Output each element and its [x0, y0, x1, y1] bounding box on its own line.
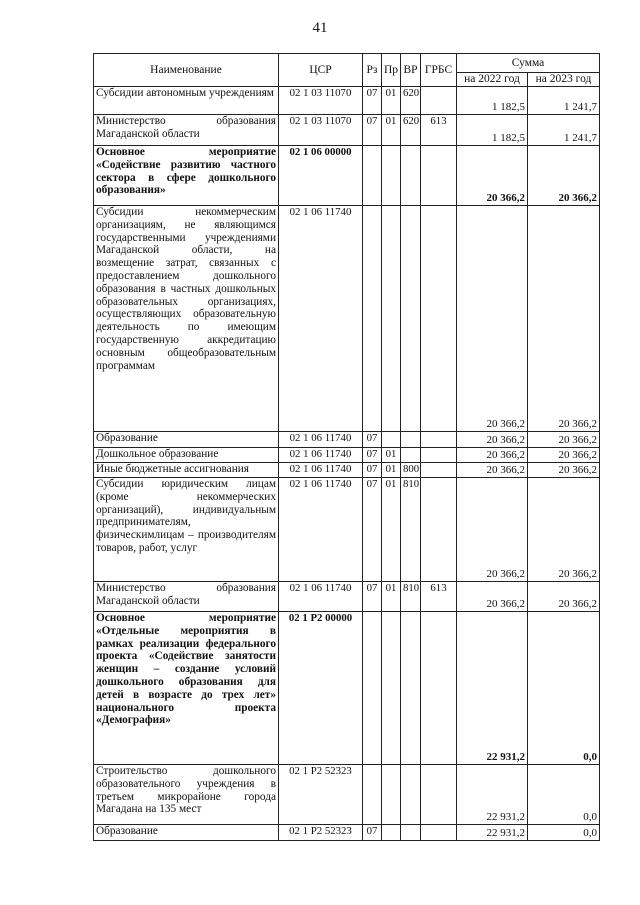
row-grbs [421, 87, 457, 115]
row-csr: 02 1 03 11070 [279, 87, 363, 115]
budget-table [93, 53, 600, 841]
row-vr: 810 [401, 582, 421, 612]
row-csr: 02 1 03 11070 [279, 115, 363, 146]
row-rz: 07 [363, 432, 382, 448]
row-pr [382, 825, 401, 841]
row-vr [401, 206, 421, 432]
row-value-2022: 22 931,2 [457, 765, 528, 825]
row-value-2022: 20 366,2 [457, 432, 528, 448]
row-vr [401, 765, 421, 825]
row-value-2023: 0,0 [528, 765, 600, 825]
table-row [94, 478, 600, 582]
row-rz: 07 [363, 582, 382, 612]
row-rz: 07 [363, 825, 382, 841]
page-number: 41 [312, 20, 328, 36]
row-value-2023: 0,0 [528, 825, 600, 841]
row-value-2023: 20 366,2 [528, 432, 600, 448]
row-pr [382, 206, 401, 432]
row-value-2022: 22 931,2 [457, 612, 528, 765]
row-name: Основное мероприятие «Отдельные мероприятия в рамках реализации федерального проекта «Содействие занятости женщин – создание условий дошкольного образования для детей в возрасте до трех лет» национального проекта «Демография» [94, 612, 279, 765]
col-header-2023: на 2023 год [528, 73, 600, 87]
row-rz: 07 [363, 115, 382, 146]
row-value-2022: 1 182,5 [457, 115, 528, 146]
col-header-sum: Сумма [457, 54, 600, 73]
row-vr [401, 448, 421, 463]
row-grbs [421, 478, 457, 582]
header-row [94, 54, 600, 73]
col-header-vr: ВР [401, 54, 421, 87]
row-grbs: 613 [421, 115, 457, 146]
row-pr: 01 [382, 478, 401, 582]
col-header-pr: Пр [382, 54, 401, 87]
row-value-2022: 20 366,2 [457, 582, 528, 612]
row-vr: 810 [401, 478, 421, 582]
table-row [94, 115, 600, 146]
row-rz [363, 206, 382, 432]
table-row [94, 463, 600, 478]
row-name: Субсидии некоммерческим организациям, не являющимся государственными учреждениями Магаданской области, на возмещение затрат, связанных с предоставлением дошкольного образования в частных дошкольных образовательных организациях, осуществляющих образовательную деятельность по имеющим государственную аккредитацию основным общеобразовательным программам [94, 206, 279, 432]
row-grbs [421, 432, 457, 448]
row-value-2023: 20 366,2 [528, 463, 600, 478]
table-row [94, 146, 600, 206]
row-pr: 01 [382, 115, 401, 146]
row-pr: 01 [382, 463, 401, 478]
row-value-2023: 20 366,2 [528, 206, 600, 432]
row-rz [363, 765, 382, 825]
row-value-2023: 1 241,7 [528, 87, 600, 115]
col-header-csr: ЦСР [279, 54, 363, 87]
row-rz: 07 [363, 87, 382, 115]
row-csr: 02 1 06 11740 [279, 206, 363, 432]
row-name: Субсидии юридическим лицам (кроме некоммерческих организаций), индивидуальным предпринимателям, физическимлицам – производителям товаров, работ, услуг [94, 478, 279, 582]
row-pr [382, 612, 401, 765]
row-rz: 07 [363, 463, 382, 478]
row-value-2022: 22 931,2 [457, 825, 528, 841]
row-pr: 01 [382, 582, 401, 612]
row-rz: 07 [363, 478, 382, 582]
row-pr [382, 146, 401, 206]
row-name: Иные бюджетные ассигнования [94, 463, 279, 478]
row-value-2023: 1 241,7 [528, 115, 600, 146]
table-row [94, 825, 600, 841]
row-value-2022: 20 366,2 [457, 146, 528, 206]
row-name: Дошкольное образование [94, 448, 279, 463]
row-name: Образование [94, 825, 279, 841]
row-grbs [421, 463, 457, 478]
row-pr: 01 [382, 87, 401, 115]
row-csr: 02 1 P2 52323 [279, 825, 363, 841]
row-vr [401, 825, 421, 841]
table-row [94, 765, 600, 825]
row-rz: 07 [363, 448, 382, 463]
col-header-2022: на 2022 год [457, 73, 528, 87]
row-rz [363, 146, 382, 206]
table-row [94, 87, 600, 115]
row-value-2022: 20 366,2 [457, 448, 528, 463]
row-value-2022: 20 366,2 [457, 478, 528, 582]
row-vr [401, 146, 421, 206]
row-value-2023: 20 366,2 [528, 582, 600, 612]
row-grbs: 613 [421, 582, 457, 612]
col-header-rz: Рз [363, 54, 382, 87]
row-pr [382, 432, 401, 448]
row-csr: 02 1 P2 00000 [279, 612, 363, 765]
row-value-2022: 1 182,5 [457, 87, 528, 115]
table-row [94, 432, 600, 448]
row-vr [401, 432, 421, 448]
row-rz [363, 612, 382, 765]
row-grbs [421, 825, 457, 841]
row-name: Министерство образования Магаданской области [94, 582, 279, 612]
row-name: Субсидии автономным учреждениям [94, 87, 279, 115]
row-csr: 02 1 06 11740 [279, 432, 363, 448]
row-csr: 02 1 06 00000 [279, 146, 363, 206]
table-row [94, 612, 600, 765]
row-name: Строительство дошкольного образовательного учреждения в третьем микрорайоне города Магадана на 135 мест [94, 765, 279, 825]
row-grbs [421, 146, 457, 206]
col-header-name: Наименование [94, 54, 279, 87]
row-csr: 02 1 06 11740 [279, 448, 363, 463]
col-header-grbs: ГРБС [421, 54, 457, 87]
table-row [94, 448, 600, 463]
row-value-2023: 20 366,2 [528, 146, 600, 206]
row-grbs [421, 765, 457, 825]
row-pr: 01 [382, 448, 401, 463]
row-value-2023: 0,0 [528, 612, 600, 765]
row-csr: 02 1 06 11740 [279, 478, 363, 582]
row-value-2023: 20 366,2 [528, 448, 600, 463]
table-row [94, 206, 600, 432]
row-value-2022: 20 366,2 [457, 463, 528, 478]
row-vr: 620 [401, 115, 421, 146]
row-csr: 02 1 P2 52323 [279, 765, 363, 825]
row-csr: 02 1 06 11740 [279, 582, 363, 612]
row-vr: 620 [401, 87, 421, 115]
table-row [94, 582, 600, 612]
row-grbs [421, 448, 457, 463]
row-pr [382, 765, 401, 825]
row-name: Образование [94, 432, 279, 448]
row-name: Министерство образования Магаданской области [94, 115, 279, 146]
row-value-2023: 20 366,2 [528, 478, 600, 582]
row-csr: 02 1 06 11740 [279, 463, 363, 478]
row-grbs [421, 206, 457, 432]
row-vr [401, 612, 421, 765]
row-name: Основное мероприятие «Содействие развитию частного сектора в сфере дошкольного образования» [94, 146, 279, 206]
row-vr: 800 [401, 463, 421, 478]
row-value-2022: 20 366,2 [457, 206, 528, 432]
row-grbs [421, 612, 457, 765]
